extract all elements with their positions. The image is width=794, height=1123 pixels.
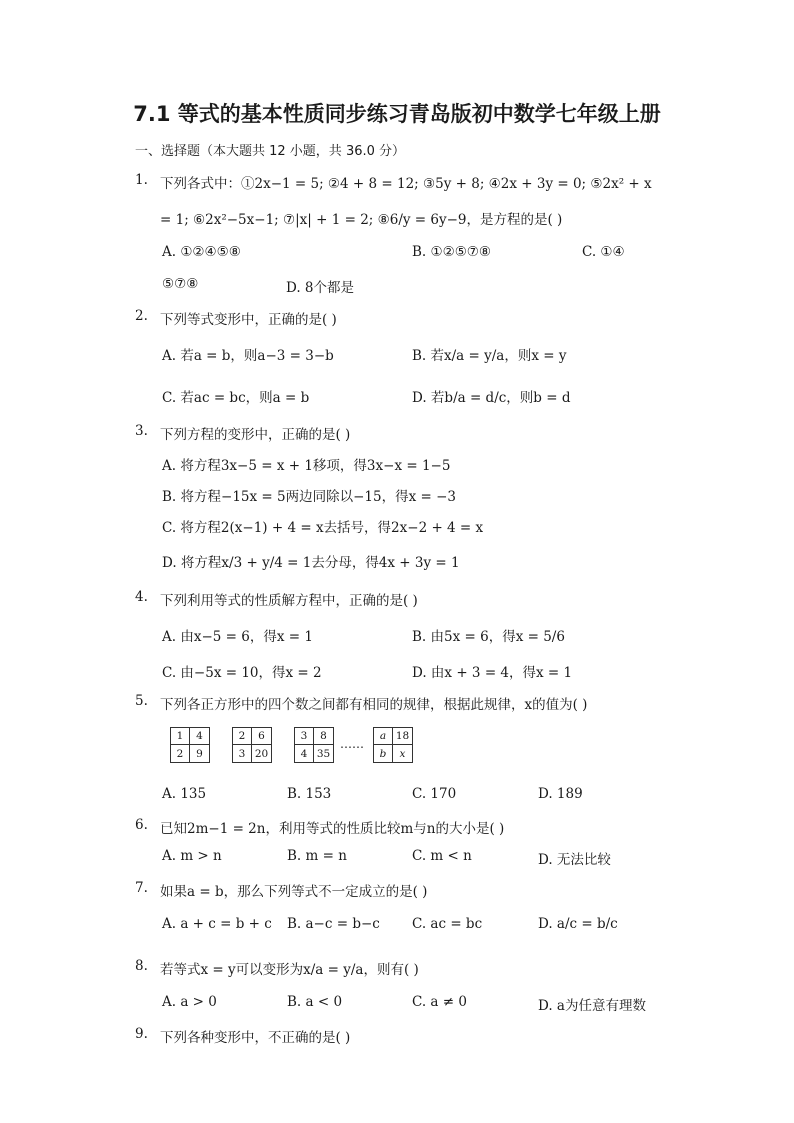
question-2-option-d[interactable]: D. 若b/a = d/c，则b = d: [412, 390, 571, 406]
square-4-bottom-left: b: [374, 745, 393, 762]
question-4-option-b[interactable]: B. 由5x = 6，得x = 5/6: [412, 629, 565, 645]
question-7-number: 7.: [135, 880, 148, 896]
question-7-option-c[interactable]: C. ac = bc: [412, 916, 483, 932]
question-1-line-1: 下列各式中：①2x−1 = 5; ②4 + 8 = 12; ③5y + 8; ④2x + 3y = 0; ⑤2x² + x: [160, 176, 652, 192]
question-6-line-1: 已知2m−1 = 2n，利用等式的性质比较m与n的大小是( ): [160, 821, 505, 837]
square-2-top-right: 6: [252, 728, 271, 745]
square-3-bottom-right: 35: [316, 747, 331, 760]
question-4-option-c[interactable]: C. 由−5x = 10，得x = 2: [162, 665, 322, 681]
question-4-option-a[interactable]: A. 由x−5 = 6，得x = 1: [162, 629, 313, 645]
question-1-number: 1.: [135, 172, 148, 188]
section-heading: 一、选择题（本大题共 12 小题，共 36.0 分）: [135, 144, 406, 159]
number-square-4: [373, 727, 413, 763]
question-3-line-1: 下列方程的变形中，正确的是( ): [160, 427, 351, 443]
question-4-option-d[interactable]: D. 由x + 3 = 4，得x = 1: [412, 665, 573, 681]
square-3-top-left: 3: [295, 728, 314, 745]
question-1-line-2: = 1; ⑥2x²−5x−1; ⑦|x| + 1 = 2; ⑧6/y = 6y−9，是方程的是( ): [160, 212, 563, 228]
question-4-number: 4.: [135, 589, 148, 605]
question-5-option-d[interactable]: D. 189: [538, 786, 583, 802]
question-6-number: 6.: [135, 817, 148, 833]
question-1-option-c[interactable]: C. ①④: [582, 244, 625, 260]
square-2-top-left: 2: [233, 728, 252, 745]
question-2-number: 2.: [135, 308, 148, 324]
question-8-line-1: 若等式x = y可以变形为x/a = y/a，则有( ): [160, 962, 419, 978]
question-7-option-d[interactable]: D. a/c = b/c: [538, 916, 618, 932]
question-5-option-c[interactable]: C. 170: [412, 786, 457, 802]
question-2-option-a[interactable]: A. 若a = b，则a−3 = 3−b: [162, 348, 334, 364]
question-9-number: 9.: [135, 1026, 148, 1042]
question-8-option-c[interactable]: C. a ≠ 0: [412, 994, 467, 1010]
question-8-option-b[interactable]: B. a < 0: [287, 994, 343, 1010]
square-1-bottom-right: 9: [196, 747, 203, 760]
question-2-option-b[interactable]: B. 若x/a = y/a，则x = y: [412, 348, 567, 364]
question-9-line-1: 下列各种变形中，不正确的是( ): [160, 1030, 351, 1046]
question-2-line-1: 下列等式变形中，正确的是( ): [160, 312, 337, 328]
square-4-top-left: a: [374, 728, 393, 745]
question-1-option-b[interactable]: B. ①②⑤⑦⑧: [412, 244, 492, 260]
question-7-option-a[interactable]: A. a + c = b + c: [162, 916, 272, 932]
question-3-option-a[interactable]: A. 将方程3x−5 = x + 1移项，得3x−x = 1−5: [162, 458, 451, 474]
question-1-option-c-cont: ⑤⑦⑧: [162, 276, 199, 292]
question-2-option-c[interactable]: C. 若ac = bc，则a = b: [162, 390, 310, 406]
question-4-line-1: 下列利用等式的性质解方程中，正确的是( ): [160, 593, 418, 609]
square-4-bottom-right: x: [399, 747, 406, 760]
question-3-option-b[interactable]: B. 将方程−15x = 5两边同除以−15，得x = −3: [162, 489, 456, 505]
number-square-1: [170, 727, 210, 763]
question-3-option-c[interactable]: C. 将方程2(x−1) + 4 = x去括号，得2x−2 + 4 = x: [162, 520, 484, 536]
question-3-number: 3.: [135, 423, 148, 439]
number-square-3: [294, 727, 334, 763]
square-2-bottom-right: 20: [254, 747, 269, 760]
question-3-option-d[interactable]: D. 将方程x/3 + y/4 = 1去分母，得4x + 3y = 1: [162, 555, 460, 571]
question-5-option-b[interactable]: B. 153: [287, 786, 332, 802]
square-1-top-right: 4: [190, 728, 209, 745]
square-1-top-left: 1: [171, 728, 190, 745]
question-1-option-a[interactable]: A. ①②④⑤⑧: [162, 244, 241, 260]
question-5-option-a[interactable]: A. 135: [162, 786, 207, 802]
question-8-number: 8.: [135, 958, 148, 974]
ellipsis: ……: [340, 737, 364, 751]
square-3-top-right: 8: [314, 728, 333, 745]
question-8-option-d[interactable]: D. a为任意有理数: [538, 998, 646, 1014]
question-6-option-b[interactable]: B. m = n: [287, 848, 347, 864]
question-5-line-1: 下列各正方形中的四个数之间都有相同的规律，根据此规律，x的值为( ): [160, 697, 588, 713]
page-title: 7.1 等式的基本性质同步练习青岛版初中数学七年级上册: [133, 102, 661, 126]
question-6-option-a[interactable]: A. m > n: [162, 848, 222, 864]
question-1-option-d[interactable]: D. 8个都是: [286, 280, 355, 296]
question-6-option-d[interactable]: D. 无法比较: [538, 852, 611, 868]
square-4-top-right: 18: [393, 728, 412, 745]
square-3-bottom-left: 4: [295, 745, 314, 762]
number-square-2: [232, 727, 272, 763]
question-7-line-1: 如果a = b，那么下列等式不一定成立的是( ): [160, 884, 428, 900]
square-1-bottom-left: 2: [171, 745, 190, 762]
question-8-option-a[interactable]: A. a > 0: [162, 994, 217, 1010]
square-2-bottom-left: 3: [233, 745, 252, 762]
question-5-number: 5.: [135, 693, 148, 709]
question-6-option-c[interactable]: C. m < n: [412, 848, 472, 864]
question-7-option-b[interactable]: B. a−c = b−c: [287, 916, 380, 932]
